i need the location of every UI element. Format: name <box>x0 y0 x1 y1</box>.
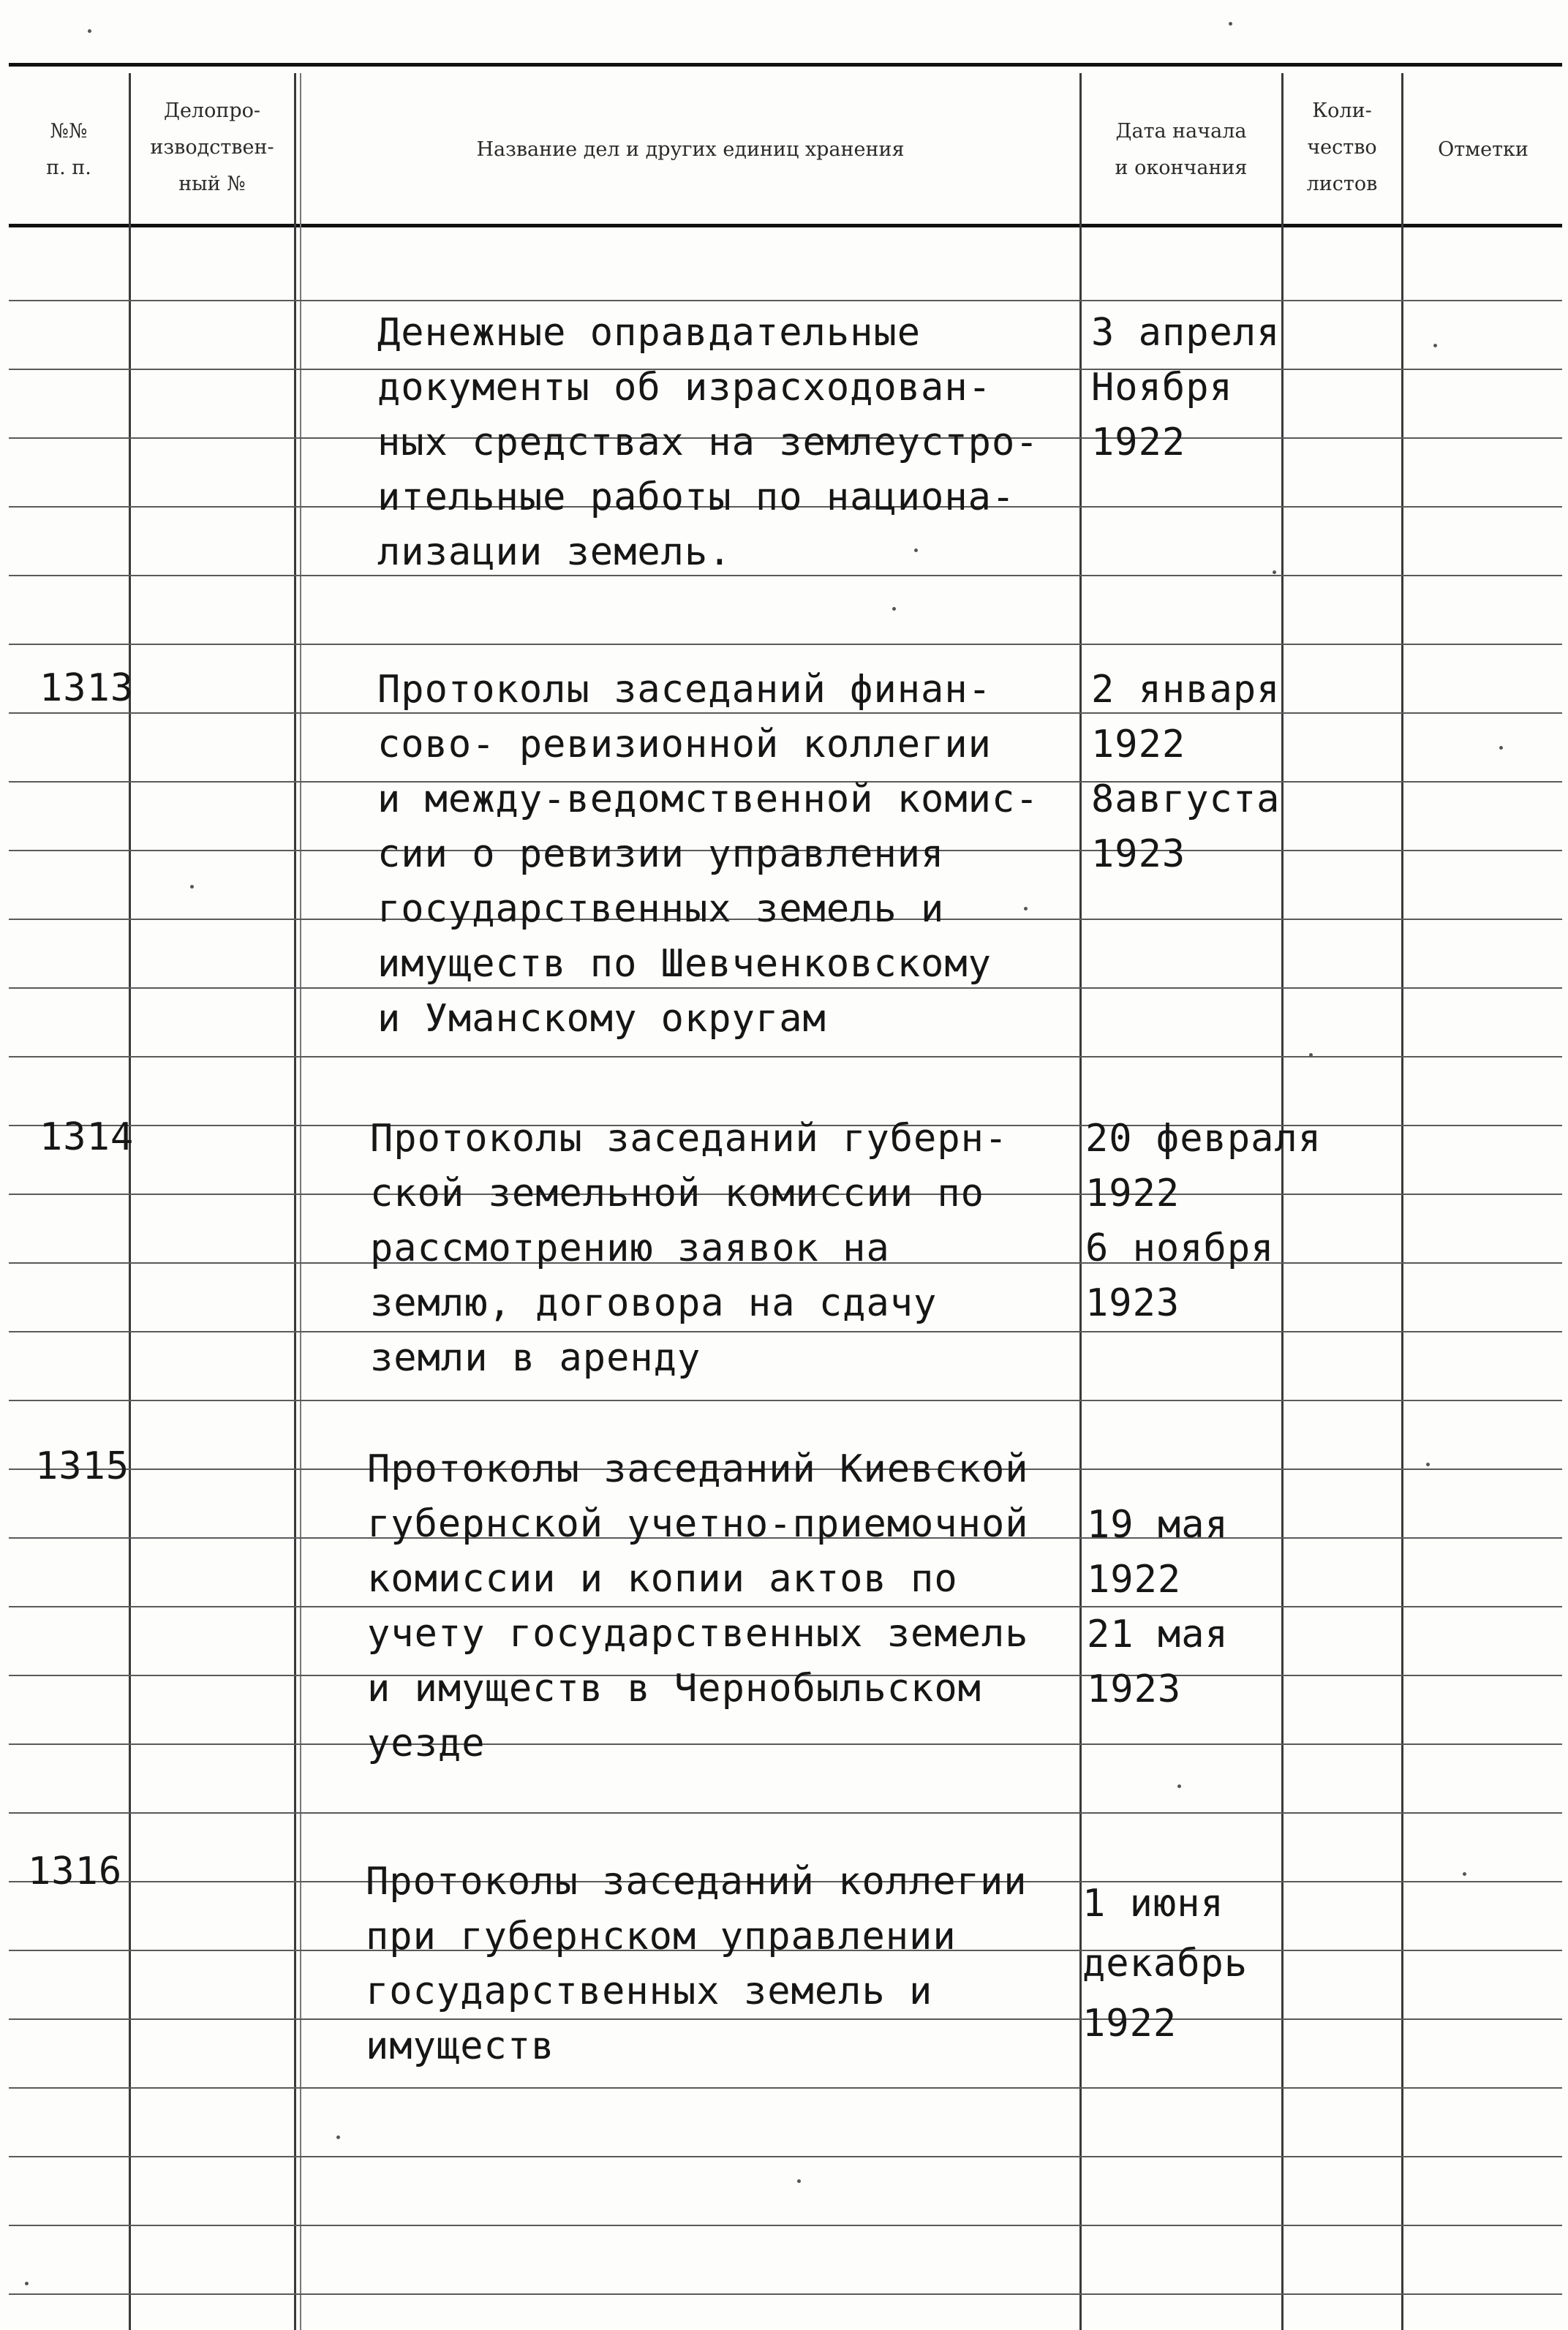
form-rule-line <box>9 1812 1562 1814</box>
header-bottom-rule <box>9 224 1562 227</box>
paper-speck <box>797 2179 801 2183</box>
entry-dates: 1 июня декабрь 1922 <box>1082 1882 1248 2046</box>
entry-title: Денежные оправдательные документы об израсходован- ных средствах на землеустро- ительные работы по национа- лизации земель. <box>377 311 1039 574</box>
entry-title: Протоколы заседаний губерн- ской земельной комиссии по рассмотрению заявок на землю, договора на сдачу земли в аренду <box>370 1117 1009 1380</box>
paper-speck <box>1273 570 1276 574</box>
paper-speck <box>25 2282 29 2285</box>
paper-speck <box>1433 344 1437 347</box>
form-rule-line <box>9 2087 1562 2089</box>
form-rule-line <box>9 2225 1562 2226</box>
paper-speck <box>1177 1784 1181 1788</box>
form-rule-line <box>9 300 1562 301</box>
entry-number: 1313 <box>39 666 135 710</box>
header-top-rule <box>9 63 1562 67</box>
entry-dates: 3 апреля Ноября 1922 <box>1091 311 1281 464</box>
form-rule-line <box>9 644 1562 645</box>
entry-number: 1316 <box>28 1850 123 1893</box>
paper-speck <box>190 885 194 889</box>
entry-dates: 19 мая 1922 21 мая 1923 <box>1087 1503 1229 1711</box>
entry-dates: 20 февраля 1922 6 ноября 1923 <box>1085 1117 1322 1325</box>
paper-speck <box>1309 1053 1313 1057</box>
column-divider <box>300 73 301 2330</box>
column-divider <box>294 73 296 2330</box>
paper-speck <box>1499 746 1503 750</box>
header-sheets: Коли- чество листов <box>1306 99 1378 195</box>
entry-title: Протоколы заседаний финан- сово- ревизионной коллегии и между-ведомственной комис- сии о ревизии управления государственных земель и имуществ по Шевченковскому и Уманскому округам <box>377 668 1039 1041</box>
form-rule-line <box>9 1056 1562 1057</box>
entry-title: Протоколы заседаний коллегии при губернском управлении государственных земель и имуществ <box>366 1860 1028 2068</box>
paper-speck <box>1229 22 1232 26</box>
header-dates: Дата начала и окончания <box>1115 120 1248 179</box>
entry-number: 1315 <box>35 1444 130 1488</box>
paper-speck <box>1463 1872 1466 1876</box>
entry-dates: 2 января 1922 8августа 1923 <box>1091 668 1281 876</box>
form-rule-line <box>9 2293 1562 2295</box>
paper-speck <box>892 607 896 611</box>
column-divider <box>1079 73 1082 2330</box>
entry-title: Протоколы заседаний Киевской губернской учетно-приемочной комиссии и копии актов по учету государственных земель и имуществ в Чернобыльском уезде <box>367 1447 1029 1765</box>
form-rule-line <box>9 1400 1562 1401</box>
header-notes: Отметки <box>1438 138 1529 161</box>
paper-speck <box>336 2135 340 2139</box>
column-divider <box>129 73 131 2330</box>
paper-speck <box>88 29 91 33</box>
form-rule-line <box>9 2156 1562 2157</box>
entry-number: 1314 <box>39 1115 135 1159</box>
header-title: Название дел и других единиц хранения <box>476 138 905 161</box>
header-number: №№ п. п. <box>46 120 91 179</box>
paper-speck <box>1426 1463 1430 1466</box>
column-divider <box>1401 73 1403 2330</box>
header-office-number: Делопро- изводствен- ный № <box>150 99 274 195</box>
